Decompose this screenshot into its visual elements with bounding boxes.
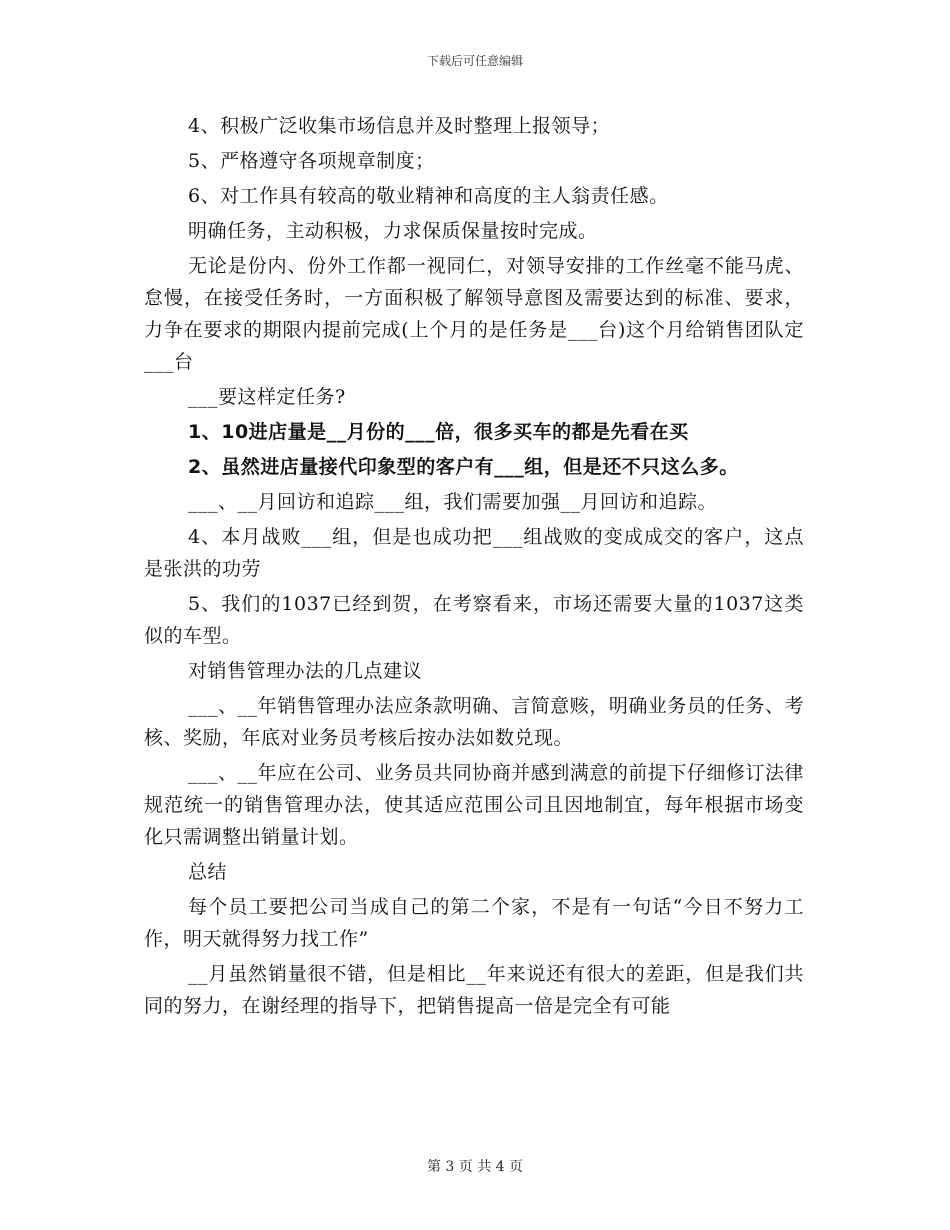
paragraph-14: 每个员工要把公司当成自己的第二个家，不是有一句话“今日不努力工作，明天就得努力找工作” <box>144 896 804 950</box>
paragraph-15: __月虽然销量很不错，但是相比__年来说还有很大的差距，但是我们共同的努力，在谢经理的指导下，把销售提高一倍是完全有可能 <box>144 963 804 1017</box>
paragraph-9: ___、__月回访和追踪___组，我们需要加强__月回访和追踪。 <box>188 491 718 513</box>
paragraph-7-bold: 1、10进店量是__月份的___倍，很多买车的都是先看在买 <box>188 421 689 443</box>
paragraph-3: 6、对工作具有较高的敬业精神和高度的主人翁责任感。 <box>188 185 669 207</box>
paragraph-6: ___要这样定任务? <box>188 386 346 408</box>
section-heading-summary: 总结 <box>188 861 228 883</box>
paragraph-2: 5、严格遵守各项规章制度； <box>188 150 435 172</box>
paragraph-10: 4、本月战败___组，但是也成功把___组战败的变成成交的客户，这点是张洪的功劳 <box>144 526 804 580</box>
paragraph-8-bold: 2、虽然进店量接代印象型的客户有___组，但是还不只这么多。 <box>188 456 739 478</box>
paragraph-13: ___、__年应在公司、业务员共同协商并感到满意的前提下仔细修订法律规范统一的销售管理办法，使其适应范围公司且因地制宜，每年根据市场变化只需调整出销量计划。 <box>144 762 804 848</box>
paragraph-1: 4、积极广泛收集市场信息并及时整理上报领导； <box>188 115 611 137</box>
paragraph-12: ___、__年销售管理办法应条款明确、言简意赅，明确业务员的任务、考核、奖励，年底对业务员考核后按办法如数兑现。 <box>144 695 804 749</box>
section-heading-suggestions: 对销售管理办法的几点建议 <box>188 660 423 682</box>
page-header: 下载后可任意编辑 <box>426 54 523 68</box>
document-body <box>144 110 804 1025</box>
paragraph-11: 5、我们的1037已经到贺，在考察看来，市场还需要大量的1037这类似的车型。 <box>144 593 804 647</box>
paragraph-4: 明确任务，主动积极，力求保质保量按时完成。 <box>188 220 598 242</box>
paragraph-5: 无论是份内、份外工作都一视同仁，对领导安排的工作丝毫不能马虎、怠慢，在接受任务时，一方面积极了解领导意图及需要达到的标准、要求，力争在要求的期限内提前完成(上个月的是任务是___台)这个月给销售团队定___台 <box>144 255 804 373</box>
page-footer: 第 3 页 共 4 页 <box>426 1159 524 1175</box>
